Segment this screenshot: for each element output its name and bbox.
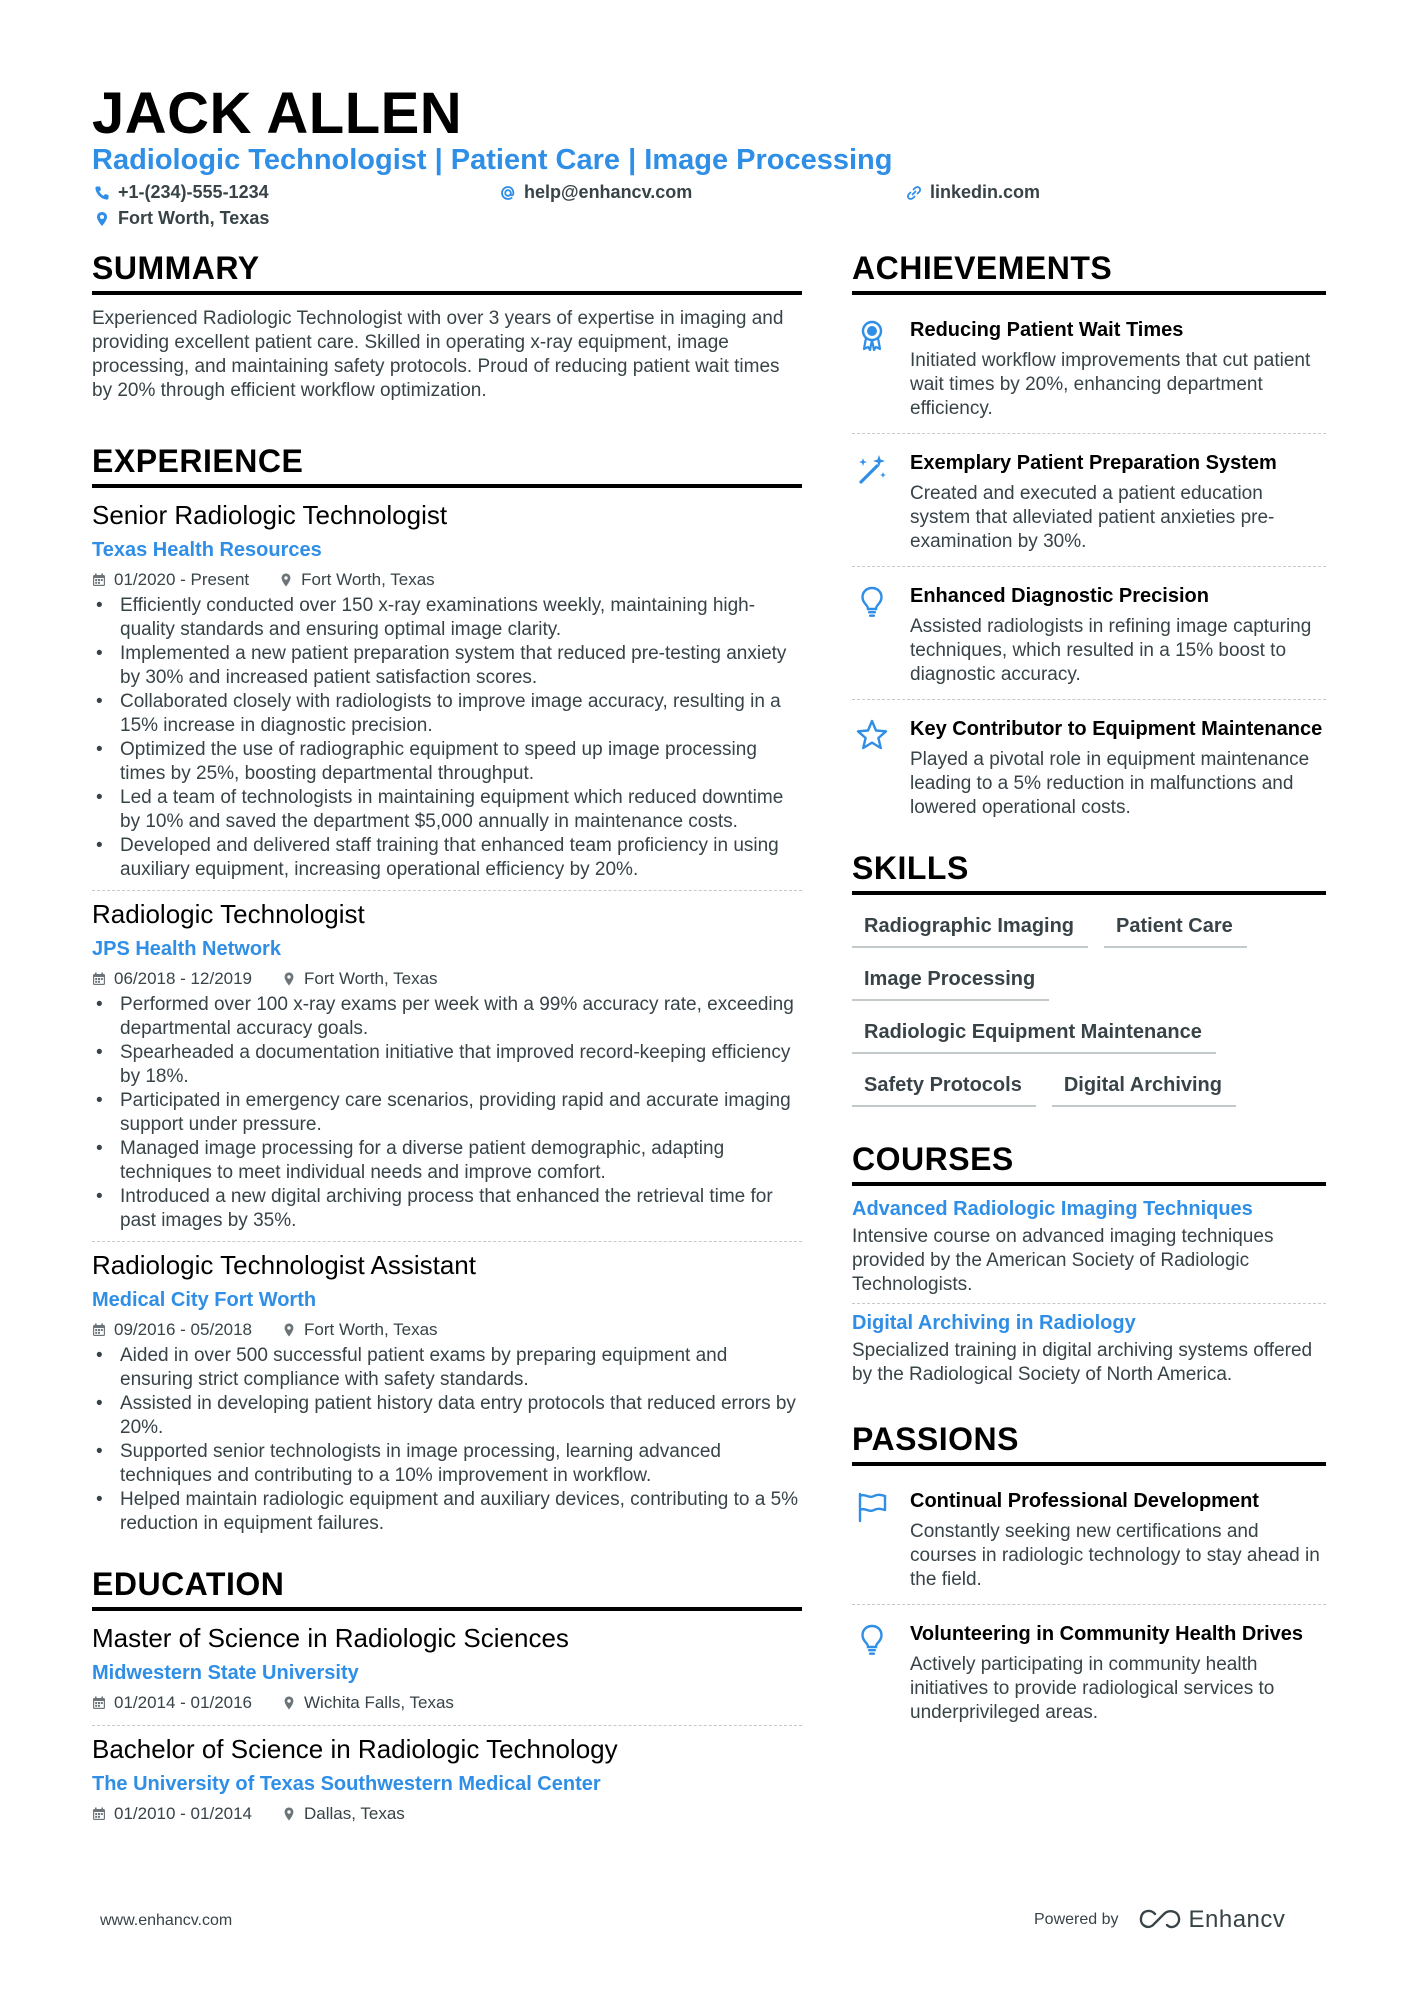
divider xyxy=(852,699,1326,700)
course-desc: Specialized training in digital archiving systems offered by the Radiological Society of North America. xyxy=(852,1340,1313,1385)
job-bullets xyxy=(92,594,802,882)
location-pin-icon xyxy=(94,211,110,227)
flag-icon xyxy=(852,1488,892,1592)
location-pin-icon xyxy=(282,972,296,986)
divider xyxy=(852,433,1326,434)
passion-title: Continual Professional Development xyxy=(910,1490,1259,1512)
achievement-item xyxy=(852,307,1326,427)
location-pin-icon xyxy=(282,1323,296,1337)
school[interactable]: Midwestern State University xyxy=(92,1662,359,1684)
divider xyxy=(92,890,802,891)
divider xyxy=(852,1604,1326,1605)
job-meta xyxy=(92,969,802,989)
degree: Master of Science in Radiologic Sciences xyxy=(92,1623,569,1653)
job-location: Fort Worth, Texas xyxy=(301,570,435,589)
education-location: Dallas, Texas xyxy=(304,1804,405,1823)
skills-heading: SKILLS xyxy=(852,850,1326,895)
education-dates: 01/2014 - 01/2016 xyxy=(114,1693,253,1712)
achievement-item xyxy=(852,573,1326,693)
job-bullet: • Assisted in developing patient history data entry protocols that reduced errors by 20%. xyxy=(92,1392,802,1440)
enhancv-logo[interactable] xyxy=(1137,1906,1286,1934)
skills-list xyxy=(852,907,1326,1107)
job-dates: 01/2020 - Present xyxy=(114,570,250,589)
passion-item xyxy=(852,1611,1326,1731)
location-pin-icon xyxy=(279,573,293,587)
job-location: Fort Worth, Texas xyxy=(304,969,438,988)
passions-heading: PASSIONS xyxy=(852,1421,1326,1466)
job-dates: 09/2016 - 05/2018 xyxy=(114,1320,253,1339)
education-dates: 01/2010 - 01/2014 xyxy=(114,1804,253,1823)
job-bullet: • Spearheaded a documentation initiative that improved record-keeping efficiency by 18%. xyxy=(92,1041,802,1089)
skill-tag: Radiologic Equipment Maintenance xyxy=(852,1013,1216,1054)
job-bullet: • Optimized the use of radiographic equipment to speed up image processing times by 25%, boosting departmental throughput. xyxy=(92,738,802,786)
education-location-wrap xyxy=(282,1693,454,1713)
experience-heading: EXPERIENCE xyxy=(92,443,802,488)
job-company[interactable]: JPS Health Network xyxy=(92,938,281,960)
education-item xyxy=(92,1734,802,1830)
divider xyxy=(852,566,1326,567)
achievement-desc: Assisted radiologists in refining image capturing techniques, which resulted in a 15% boost to diagnostic accuracy. xyxy=(910,616,1312,685)
skill-tag: Digital Archiving xyxy=(1052,1066,1236,1107)
skill-tag: Radiographic Imaging xyxy=(852,907,1088,948)
experience-item xyxy=(92,899,802,1235)
passion-title: Volunteering in Community Health Drives xyxy=(910,1623,1304,1645)
courses-heading: COURSES xyxy=(852,1141,1326,1186)
at-icon xyxy=(500,185,516,201)
experience-item xyxy=(92,1250,802,1538)
experience-item xyxy=(92,500,802,884)
lightbulb-icon xyxy=(852,1621,892,1725)
job-location-wrap xyxy=(279,570,435,590)
contact-location xyxy=(94,208,269,229)
job-bullets xyxy=(92,1344,802,1536)
divider xyxy=(92,1241,802,1242)
job-role: Radiologic Technologist Assistant xyxy=(92,1250,476,1280)
award-icon xyxy=(852,317,892,421)
achievement-desc: Initiated workflow improvements that cut patient wait times by 20%, enhancing department efficiency. xyxy=(910,350,1311,419)
calendar-icon xyxy=(92,1807,106,1821)
job-company[interactable]: Medical City Fort Worth xyxy=(92,1289,317,1311)
course-title[interactable]: Digital Archiving in Radiology xyxy=(852,1312,1136,1334)
achievement-body xyxy=(910,583,1326,687)
link-icon xyxy=(906,185,922,201)
passion-desc: Actively participating in community health initiatives to provide radiological services to underprivileged areas. xyxy=(910,1654,1275,1723)
right-column xyxy=(852,250,1326,1731)
enhancv-logo-icon xyxy=(1137,1908,1183,1932)
job-dates: 06/2018 - 12/2019 xyxy=(114,969,253,988)
achievement-title: Exemplary Patient Preparation System xyxy=(910,452,1277,474)
skill-tag: Safety Protocols xyxy=(852,1066,1036,1107)
job-bullet: • Performed over 100 x-ray exams per week with a 99% accuracy rate, exceeding departmental accuracy goals. xyxy=(92,993,802,1041)
course-title[interactable]: Advanced Radiologic Imaging Techniques xyxy=(852,1198,1253,1220)
education-location: Wichita Falls, Texas xyxy=(304,1693,454,1712)
education-item xyxy=(92,1623,802,1719)
calendar-icon xyxy=(92,1323,106,1337)
achievement-title: Key Contributor to Equipment Maintenance xyxy=(910,718,1323,740)
education-heading: EDUCATION xyxy=(92,1566,802,1611)
achievement-desc: Played a pivotal role in equipment maintenance leading to a 5% reduction in malfunctions and lowered operational costs. xyxy=(910,749,1310,818)
skill-tag: Patient Care xyxy=(1104,907,1247,948)
job-meta xyxy=(92,570,802,590)
education-meta xyxy=(92,1804,802,1824)
divider xyxy=(852,1303,1326,1304)
job-bullet: • Implemented a new patient preparation system that reduced pre-testing anxiety by 30% and increased patient satisfaction scores. xyxy=(92,642,802,690)
job-role: Senior Radiologic Technologist xyxy=(92,500,448,530)
footer-branding xyxy=(1034,1906,1285,1934)
job-location-wrap xyxy=(282,969,438,989)
achievement-desc: Created and executed a patient education system that alleviated patient anxieties pre-examination by 30%. xyxy=(910,483,1275,552)
job-bullets xyxy=(92,993,802,1233)
summary-heading: SUMMARY xyxy=(92,250,802,295)
job-bullet: • Introduced a new digital archiving process that enhanced the retrieval time for past images by 35%. xyxy=(92,1185,802,1233)
email-text: help@enhancv.com xyxy=(524,182,693,202)
passion-item xyxy=(852,1478,1326,1598)
phone-text: +1-(234)-555-1234 xyxy=(118,182,269,202)
job-bullet: • Managed image processing for a diverse patient demographic, adapting techniques to meet individual needs and improve comfort. xyxy=(92,1137,802,1185)
star-icon xyxy=(852,716,892,820)
calendar-icon xyxy=(92,972,106,986)
contact-email[interactable] xyxy=(500,182,692,203)
candidate-name: JACK ALLEN xyxy=(92,81,463,146)
location-pin-icon xyxy=(282,1807,296,1821)
location-text: Fort Worth, Texas xyxy=(118,208,270,228)
achievement-body xyxy=(910,716,1326,820)
course-desc: Intensive course on advanced imaging techniques provided by the American Society of Radiologic Technologists. xyxy=(852,1226,1274,1295)
course-item xyxy=(852,1198,1326,1297)
course-item xyxy=(852,1312,1326,1387)
calendar-icon xyxy=(92,1696,106,1710)
job-bullet: • Helped maintain radiologic equipment and auxiliary devices, contributing to a 5% reduction in equipment failures. xyxy=(92,1488,802,1536)
education-location-wrap xyxy=(282,1804,405,1824)
magic-wand-icon xyxy=(852,450,892,554)
powered-by-text: Powered by xyxy=(1034,1911,1119,1928)
job-company[interactable]: Texas Health Resources xyxy=(92,539,322,561)
divider xyxy=(92,1725,802,1726)
job-location: Fort Worth, Texas xyxy=(304,1320,438,1339)
job-location-wrap xyxy=(282,1320,438,1340)
job-meta xyxy=(92,1320,802,1340)
contact-phone[interactable] xyxy=(94,182,269,203)
achievement-title: Reducing Patient Wait Times xyxy=(910,319,1184,341)
location-pin-icon xyxy=(282,1696,296,1710)
calendar-icon xyxy=(92,573,106,587)
skill-tag: Image Processing xyxy=(852,960,1049,1001)
passion-body xyxy=(910,1488,1326,1592)
education-meta xyxy=(92,1693,802,1713)
achievement-body xyxy=(910,450,1326,554)
job-bullet: • Aided in over 500 successful patient exams by preparing equipment and ensuring strict compliance with safety standards. xyxy=(92,1344,802,1392)
achievements-heading: ACHIEVEMENTS xyxy=(852,250,1326,295)
summary-text: Experienced Radiologic Technologist with over 3 years of expertise in imaging and providing excellent patient care. Skilled in operating x-ray equipment, image processing, and maintaining safety protocols. Proud of reducing patient wait times by 20% through efficient workflow optimization. xyxy=(92,308,784,401)
achievement-title: Enhanced Diagnostic Precision xyxy=(910,585,1209,607)
phone-icon xyxy=(94,185,110,201)
brand-name: Enhancv xyxy=(1188,1906,1286,1933)
job-bullet: • Efficiently conducted over 150 x-ray examinations weekly, maintaining high-quality standards and ensuring optimal image clarity. xyxy=(92,594,802,642)
school[interactable]: The University of Texas Southwestern Medical Center xyxy=(92,1773,601,1795)
achievement-item xyxy=(852,440,1326,560)
passion-desc: Constantly seeking new certifications and courses in radiologic technology to stay ahead in the field. xyxy=(910,1521,1320,1590)
contact-linkedin[interactable] xyxy=(906,182,1040,203)
job-role: Radiologic Technologist xyxy=(92,899,365,929)
lightbulb-icon xyxy=(852,583,892,687)
achievement-body xyxy=(910,317,1326,421)
job-bullet: • Led a team of technologists in maintaining equipment which reduced downtime by 10% and saved the department $5,000 annually in maintenance costs. xyxy=(92,786,802,834)
job-bullet: • Supported senior technologists in image processing, learning advanced techniques and contributing to a 10% improvement in workflow. xyxy=(92,1440,802,1488)
passion-body xyxy=(910,1621,1326,1725)
job-bullet: • Participated in emergency care scenarios, providing rapid and accurate imaging support under pressure. xyxy=(92,1089,802,1137)
left-column xyxy=(92,250,802,1830)
job-bullet: • Developed and delivered staff training that enhanced team proficiency in using auxiliary equipment, increasing operational efficiency by 20%. xyxy=(92,834,802,882)
job-bullet: • Collaborated closely with radiologists to improve image accuracy, resulting in a 15% increase in diagnostic precision. xyxy=(92,690,802,738)
degree: Bachelor of Science in Radiologic Technology xyxy=(92,1734,618,1764)
linkedin-text: linkedin.com xyxy=(930,182,1041,202)
candidate-title: Radiologic Technologist | Patient Care | Image Processing xyxy=(92,144,893,176)
achievement-item xyxy=(852,706,1326,826)
footer-website[interactable]: www.enhancv.com xyxy=(100,1912,233,1929)
